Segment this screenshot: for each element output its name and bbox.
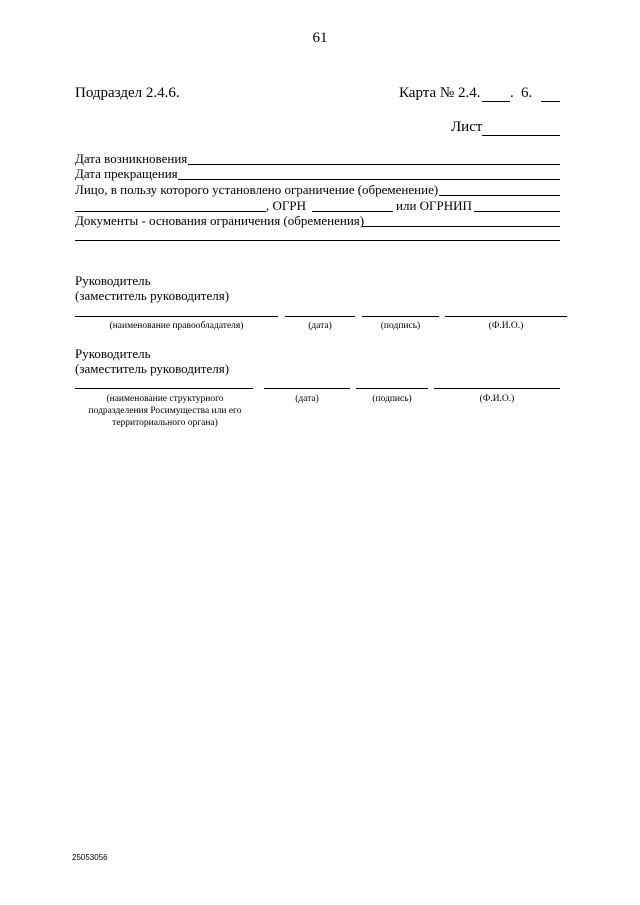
date-end-label: Дата прекращения (75, 166, 178, 181)
block1-date-field[interactable] (285, 316, 355, 317)
block1-caption-sign: (подпись) (380, 321, 421, 331)
block2-caption-fio: (Ф.И.О.) (479, 394, 515, 404)
ogrn-label: , ОГРН (266, 198, 307, 213)
block2-caption-name: (наименование структурного подразделения Росимущества или его территориального органа) (88, 394, 242, 428)
block2-caption-sign: (подпись) (372, 394, 412, 404)
block2-caption-date: (дата) (295, 394, 319, 404)
sheet-label: Лист (451, 119, 483, 135)
block2-sign-field[interactable] (356, 388, 428, 389)
block2-date-field[interactable] (264, 388, 350, 389)
date-origin-field[interactable] (188, 164, 560, 165)
card-number-blank-1[interactable] (482, 101, 510, 102)
block2-title: Руководитель (75, 346, 151, 361)
card-number-dot: . (510, 85, 514, 101)
block2-name-field[interactable] (75, 388, 253, 389)
documents-field[interactable] (362, 226, 560, 227)
card-number-six: 6. (521, 85, 533, 101)
ogrnip-label: или ОГРНИП (396, 198, 472, 213)
block1-title: Руководитель (75, 273, 151, 288)
block2-fio-field[interactable] (434, 388, 560, 389)
footer-code: 25053056 (72, 853, 108, 862)
ogrn-field[interactable] (312, 211, 393, 212)
documents-label: Документы - основания ограничения (обременения) (75, 213, 365, 228)
block2-subtitle: (заместитель руководителя) (75, 361, 230, 376)
block1-caption-name: (наименование правообладателя) (109, 321, 244, 331)
block1-caption-fio: (Ф.И.О.) (488, 321, 524, 331)
person-label: Лицо, в пользу которого установлено ограничение (обременение) (75, 182, 439, 197)
block1-fio-field[interactable] (445, 316, 567, 317)
date-end-field[interactable] (178, 179, 560, 180)
documents-field-continued[interactable] (75, 240, 560, 241)
person-field[interactable] (439, 195, 560, 196)
ogrnip-field[interactable] (474, 211, 560, 212)
block1-sign-field[interactable] (362, 316, 439, 317)
sheet-blank[interactable] (482, 135, 560, 136)
date-origin-label: Дата возникновения (75, 151, 188, 166)
block1-caption-date: (дата) (308, 321, 332, 331)
card-number-blank-2[interactable] (541, 101, 560, 102)
person-name-field[interactable] (75, 211, 266, 212)
page-number: 61 (312, 30, 328, 46)
subsection-title: Подраздел 2.4.6. (75, 85, 180, 101)
block1-name-field[interactable] (75, 316, 278, 317)
card-number-label: Карта № 2.4. (399, 85, 481, 101)
block1-subtitle: (заместитель руководителя) (75, 288, 230, 303)
